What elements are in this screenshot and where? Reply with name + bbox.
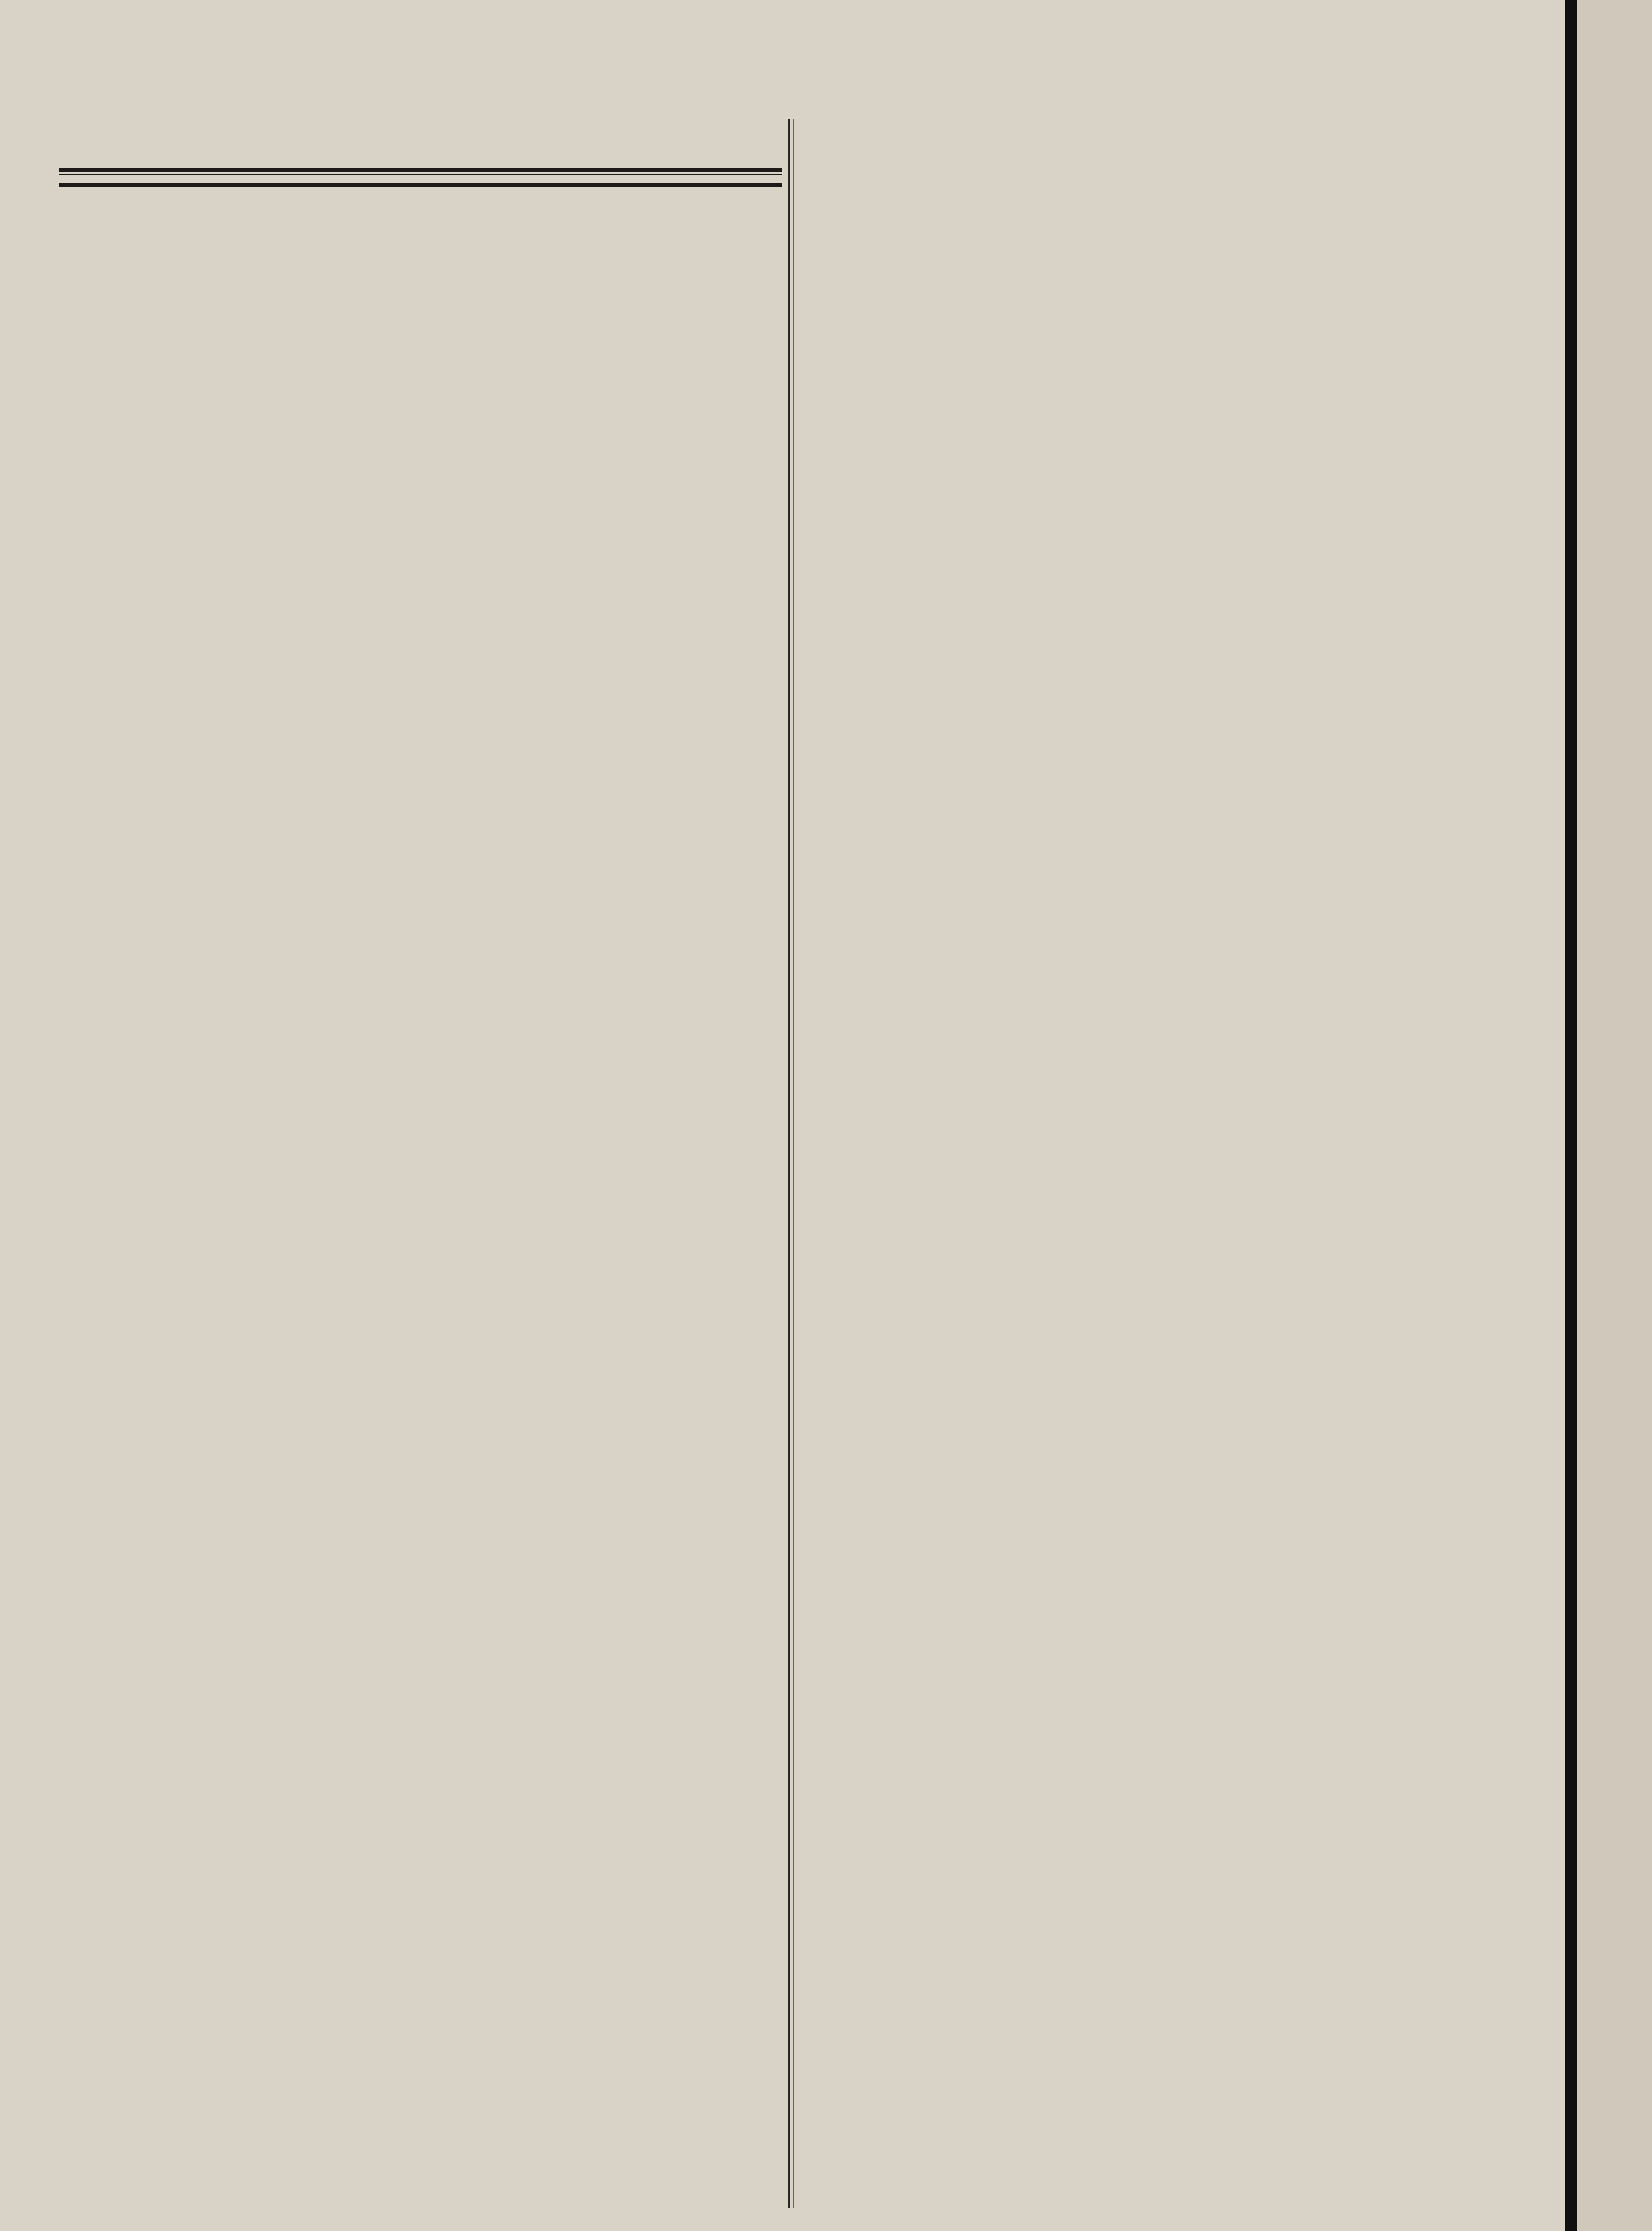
- divider-rule: [59, 183, 782, 187]
- right-column: [803, 115, 1537, 119]
- column-rule-thin: [793, 119, 794, 2208]
- next-page-edge: [1565, 0, 1652, 2231]
- next-page-fragments: [1577, 0, 1652, 2231]
- column-rule: [788, 119, 790, 2208]
- running-head: [56, 50, 1516, 99]
- issue32-number-line: [80, 115, 782, 160]
- divider-rule: [59, 168, 782, 172]
- divider-rule: [59, 174, 782, 175]
- left-column: [59, 115, 782, 196]
